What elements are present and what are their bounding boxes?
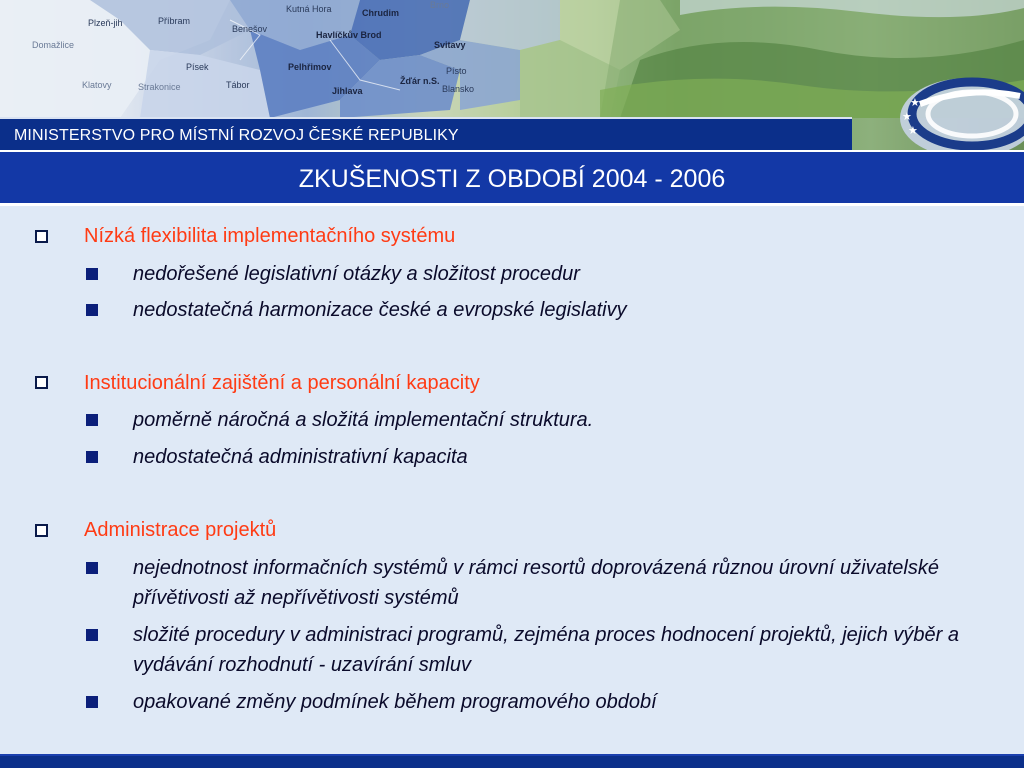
map-town-label: Tábor <box>226 80 250 90</box>
map-town-label: Pelhřimov <box>288 62 332 72</box>
svg-text:★: ★ <box>908 124 918 137</box>
map-town-label: Chrudim <box>362 8 399 18</box>
map-town-label: Svitavy <box>434 40 466 50</box>
map-town-label: Klatovy <box>82 80 112 90</box>
ministry-title: MINISTERSTVO PRO MÍSTNÍ ROZVOJ ČESKÉ REPUBLIKY <box>14 127 459 144</box>
map-town-label: Plzeň-jih <box>88 18 123 28</box>
slide-title: ZKUŠENOSTI Z OBDOBÍ 2004 - 2006 <box>298 165 726 193</box>
square-bullet-icon <box>86 268 98 280</box>
header-banner <box>0 0 1024 150</box>
section-heading: Administrace projektů <box>84 519 277 541</box>
list-item: nedostatečná administrativní kapacita <box>133 446 468 468</box>
map-town-label: Písek <box>186 62 209 72</box>
square-bullet-icon <box>86 451 98 463</box>
list-item: poměrně náročná a složitá implementační struktura. <box>133 409 594 431</box>
hollow-square-bullet-icon <box>35 524 48 537</box>
square-bullet-icon <box>86 414 98 426</box>
svg-text:★: ★ <box>902 110 912 123</box>
map-town-label: Blansko <box>442 84 475 94</box>
map-town-label: Havlíčkův Brod <box>316 30 382 40</box>
ministry-bar <box>0 117 852 150</box>
map-town-label: Kutná Hora <box>286 4 332 14</box>
square-bullet-icon <box>86 629 98 641</box>
map-town-label: Jihlava <box>332 86 363 96</box>
hollow-square-bullet-icon <box>35 230 48 243</box>
footer-bar <box>0 754 1024 768</box>
list-item: nedostatečná harmonizace české a evropské legislativy <box>133 299 627 321</box>
map-town-label: Strakonice <box>138 82 181 92</box>
square-bullet-icon <box>86 696 98 708</box>
map-town-label: Domažlice <box>32 40 75 50</box>
map-town-label: Benešov <box>232 24 268 34</box>
list-item: složité procedury v administraci programů, zejména proces hodnocení projektů, jejich výběr a vydávání rozhodnutí - uzavírání smluv <box>133 624 959 676</box>
map-town-label: Brno <box>430 0 450 10</box>
section-heading: Institucionální zajištění a personální kapacity <box>84 372 480 394</box>
region-map-image <box>0 0 1024 118</box>
map-town-label: Příbram <box>158 16 191 26</box>
list-item: nejednotnost informačních systémů v rámci resortů doprovázená různou úrovní uživatelské přívětivosti až nepřívětivosti systémů <box>133 557 939 609</box>
slide-title-bar <box>0 150 1024 206</box>
eu-logo-icon <box>880 66 1024 150</box>
list-item: nedořešené legislativní otázky a složitost procedur <box>133 263 580 285</box>
slide-content <box>0 206 1024 754</box>
list-item: opakované změny podmínek během programového období <box>133 691 657 713</box>
map-town-label: Písto <box>446 66 467 76</box>
map-town-label: Žďár n.S. <box>400 76 440 86</box>
square-bullet-icon <box>86 562 98 574</box>
section-heading: Nízká flexibilita implementačního systému <box>84 225 456 247</box>
map-regions-graphic <box>0 0 1024 118</box>
hollow-square-bullet-icon <box>35 376 48 389</box>
svg-text:★: ★ <box>910 96 920 109</box>
square-bullet-icon <box>86 304 98 316</box>
